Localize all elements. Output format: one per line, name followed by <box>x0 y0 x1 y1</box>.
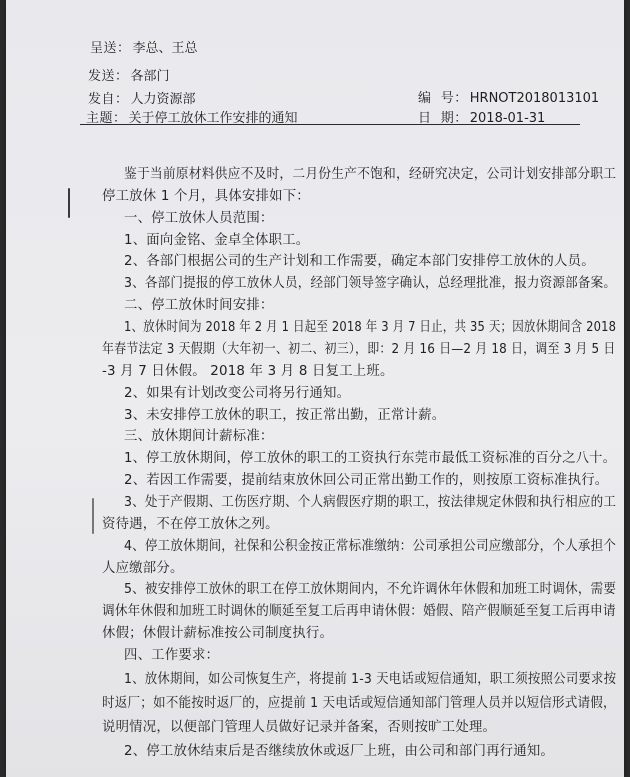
body-line: 人应缴部分。 <box>102 561 184 576</box>
body-line: 鉴于当前原材料供应不及时，二月份生产不饱和，经研究决定，公司计划安排部分职工 <box>124 167 617 182</box>
body-line: 3、各部门提报的停工放休人员，经部门领导签字确认，总经理批准，报力资源部备案。 <box>124 276 617 291</box>
margin-pen-mark <box>92 498 94 534</box>
body-line: 1、放休时间为 2018 年 2 月 1 日起至 2018 年 3 月 7 日止，共 35 天；因放休期间含 2018 <box>124 320 617 335</box>
body-line: 1、停工放休期间，停工放休的职工的工资执行东莞市最低工资标准的百分之八十。 <box>124 451 617 466</box>
recipient-value: 李总、王总 <box>132 41 198 56</box>
from-value: 人力资源部 <box>130 92 196 107</box>
body-line: 2、各部门根据公司的生产计划和工作需要，确定本部门安排停工放休的人员。 <box>124 254 595 269</box>
body-line: 休假；休假计薪标准按公司制度执行。 <box>102 626 334 641</box>
section-heading: 三、放休期间计薪标准： <box>124 429 274 444</box>
send-to-row <box>88 65 170 84</box>
body-line: 2、若因工作需要，提前结束放休回公司正常出勤工作的，则按原工资标准执行。 <box>124 473 609 488</box>
body-line: 2、停工放休结束后是否继续放休或返厂上班，由公司和部门再行通知。 <box>124 744 555 759</box>
header-divider <box>80 124 580 125</box>
subject-label: 主题： <box>86 111 127 126</box>
margin-pen-mark <box>68 188 70 218</box>
body-line: 4、停工放休期间，社保和公积金按正常标准缴纳：公司承担公司应缴部分，个人承担个 <box>124 539 617 554</box>
send-to-label: 发送： <box>88 69 129 84</box>
body-line: 3、处于产假期、工伤医疗期、个人病假医疗期的职工，按法律规定休假和执行相应的工 <box>124 495 617 510</box>
send-to-value: 各部门 <box>130 69 170 84</box>
body-line: 1、面向金铭、金卓全体职工。 <box>124 233 310 248</box>
recipient-row <box>90 37 198 56</box>
document-page <box>6 0 624 777</box>
section-heading: 一、停工放休人员范围： <box>124 211 274 226</box>
body-line: 3、未安排停工放休的职工，按正常出勤，正常计薪。 <box>124 408 446 423</box>
date-value: 2018-01-31 <box>469 111 546 126</box>
body-line: -3 月 7 日休假。 2018 年 3 月 8 日复工上班。 <box>102 364 394 379</box>
body-line: 停工放休 1 个月，具体安排如下： <box>102 189 310 204</box>
body-line: 时返厂；如不能按时返厂的，应提前 1 天电话或短信通知部门管理人员并以短信形式请假， <box>102 696 616 711</box>
subject-value: 关于停工放休工作安排的通知 <box>128 111 298 126</box>
body-line: 年春节法定 3 天假期（大年初一、初二、初三），即：2 月 16 日—2 月 18 日，调至 3 月 5 日 <box>102 342 616 357</box>
recipient-label: 呈送： <box>90 41 131 56</box>
body-line: 资待遇，不在停工放休之列。 <box>102 517 279 532</box>
from-row <box>88 88 196 107</box>
doc-number-label: 编 号： <box>418 91 468 106</box>
date-label: 日 期： <box>418 111 468 126</box>
doc-number-row <box>418 87 599 106</box>
body-line: 5、被安排停工放休的职工在停工放休期间内，不允许调休年休假和加班工时调休，需要 <box>124 582 617 597</box>
body-line: 2、如果有计划改变公司将另行通知。 <box>124 386 351 401</box>
section-heading: 二、停工放休时间安排： <box>124 298 274 313</box>
from-label: 发自： <box>88 92 129 107</box>
section-heading: 四、工作要求： <box>124 648 220 663</box>
body-line: 1、放休期间，如公司恢复生产，将提前 1-3 天电话或短信通知，职工须按照公司要求按 <box>124 672 617 687</box>
doc-number-value: HRNOT2018013101 <box>469 91 600 106</box>
body-line: 调休年休假和加班工时调休的顺延至复工后再申请休假：婚假、陪产假顺延至复工后再申请 <box>102 604 616 619</box>
body-line: 说明情况，以便部门管理人员做好记录并备案，否则按旷工处理。 <box>102 720 497 735</box>
